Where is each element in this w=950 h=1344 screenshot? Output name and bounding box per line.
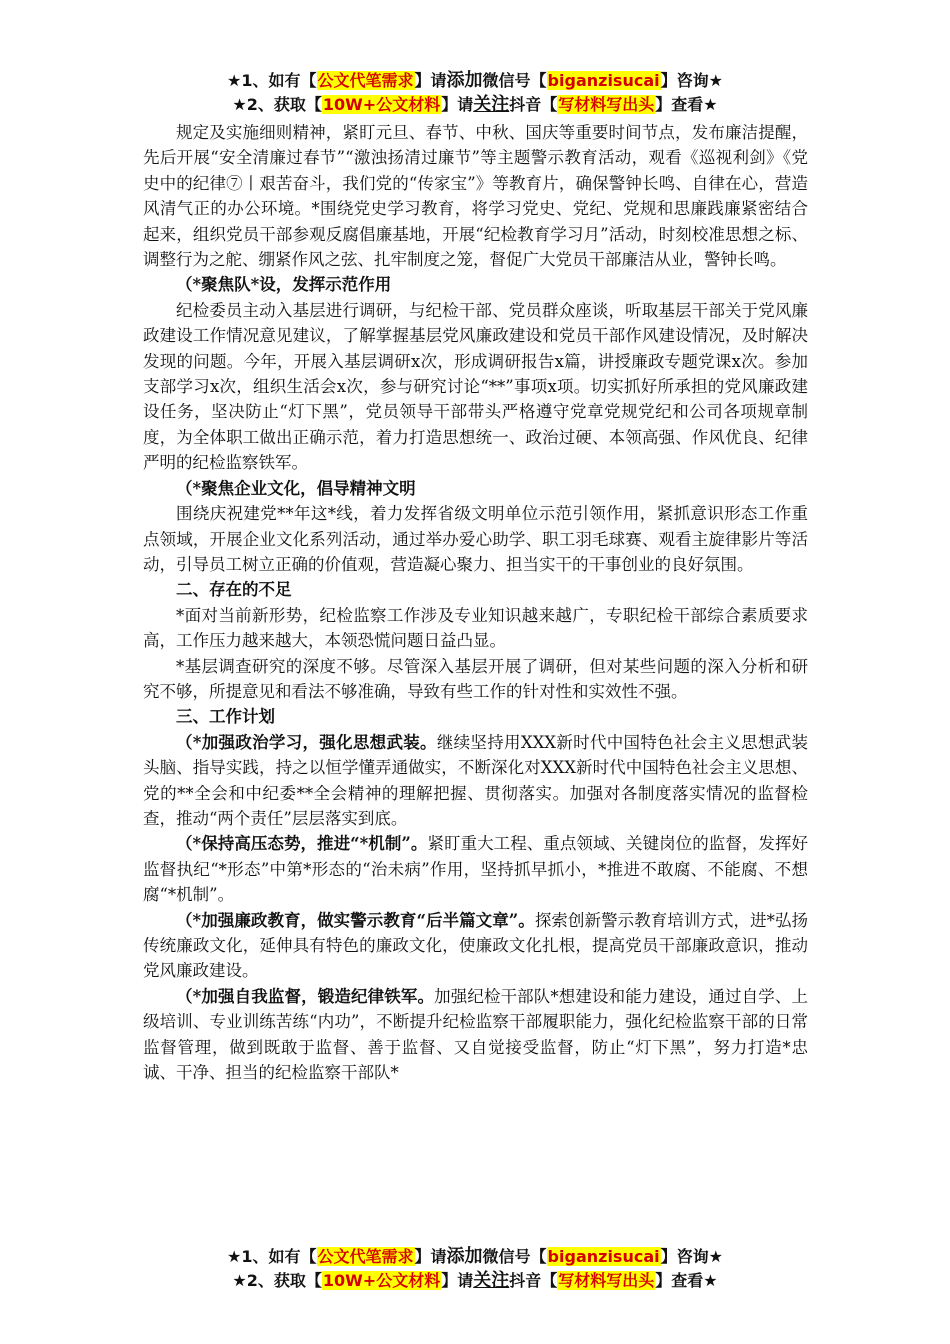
banner-text: 微信号【 [482,71,547,90]
section-heading: （*聚焦队*设，发挥示范作用 [176,275,392,295]
paragraph-text: 继续坚持用XXX新时代中国特色社会主义思想武装头脑、指导实践，持之以恒学懂弄通做实，不断深化对XXX新时代中国特色社会主义思想、党的**全会和中纪委**全会精神的理解把握、贯彻落实。加强对各制度落实情况的监督检查，推动“两个责任”层层落实到底。 [143,732,808,828]
paragraph-text: 紧盯重大工程、重点领域、关键岗位的监督，发挥好监督执纪“*形态”中第*形态的“治未病”作用，坚持抓早抓小，*推进不敢腐、不能腐、不想腐“*机制”。 [143,834,808,905]
document-body [143,120,808,1085]
banner-text: 】请 [441,1271,474,1290]
paragraph [143,730,808,832]
highlight-service: 公文代笔需求 [317,1247,414,1266]
paragraph: *面对当前新形势，纪检监察工作涉及专业知识越来越广，专职纪检干部综合素质要求高，工作压力越来越大，本领恐慌问题日益凸显。 [143,605,808,651]
banner-text: 】查看★ [655,1271,718,1290]
highlight-douyin: 写材料写出头 [558,1271,655,1290]
paragraph-lead: （*加强政治学习，强化思想武装。 [176,732,437,752]
section-heading: （*聚焦企业文化，倡导精神文明 [176,478,416,498]
bottom-banner-line-2 [0,1270,950,1292]
paragraph: 规定及实施细则精神，紧盯元旦、春节、中秋、国庆等重要时间节点，发布廉洁提醒，先后开展“安全清廉过春节”“激浊扬清过廉节”等主题警示教育活动，观看《巡视利剑》《党史中的纪律⑦丨艰苦奋斗，我们党的“传家宝”》等教育片，确保警钟长鸣、自律在心，营造风清气正的办公环境。*围绕党史学习教育，将学习党史、党纪、党规和思廉践廉紧密结合起来，组织党员干部参观反腐倡廉基地，开展“纪检教育学习月”活动，时刻校准思想之标、调整行为之舵、绷紧作风之弦、扎牢制度之笼，督促广大党员干部廉洁从业，警钟长鸣。 [143,123,808,270]
banner-emphasis: 添加 [446,1246,483,1267]
section-heading: 二、存在的不足 [176,580,292,600]
highlight-materials: 10W+公文材料 [322,1271,441,1290]
bottom-banner-line-1 [0,1246,950,1268]
banner-text: ★1、如有【 [227,1247,317,1266]
highlight-douyin: 写材料写出头 [558,95,655,114]
banner-text: 】请 [414,71,447,90]
paragraph-lead: （*保持高压态势，推进“*机制”。 [176,834,428,854]
paragraph-text: 加强纪检干部队*想建设和能力建设，通过自学、上级培训、专业训练苦练“内功”，不断提升纪检监察干部履职能力，强化纪检监察干部的日常监督管理，做到既敢于监督、善于监督、又自觉接受监督，防止“灯下黑”，努力打造*忠诚、干净、担当的纪检监察干部队* [143,986,808,1083]
banner-text: 】咨询★ [660,71,723,90]
highlight-service: 公文代笔需求 [317,71,414,90]
highlight-materials: 10W+公文材料 [322,95,441,114]
banner-emphasis: 关注 [473,1270,510,1291]
banner-emphasis: 添加 [446,70,483,91]
banner-text: 】请 [441,95,474,114]
paragraph [143,908,808,984]
banner-text: ★2、获取【 [232,95,322,114]
banner-text: 】请 [414,1247,447,1266]
paragraph-lead: （*加强廉政教育，做实警示教育“后半篇文章”。 [176,910,535,930]
banner-text: 】咨询★ [660,1247,723,1266]
section-heading: 三、工作计划 [176,707,275,727]
banner-text: 抖音【 [509,1271,558,1290]
banner-text: 抖音【 [509,95,558,114]
top-banner-line-2 [0,94,950,116]
top-banner-line-1 [0,70,950,92]
banner-emphasis: 关注 [473,94,510,115]
banner-text: ★1、如有【 [227,71,317,90]
paragraph: *基层调查研究的深度不够。尽管深入基层开展了调研，但对某些问题的深入分析和研究不够，所提意见和看法不够准确，导致有些工作的针对性和实效性不强。 [143,656,808,701]
paragraph: 围绕庆祝建党**年这*线，着力发挥省级文明单位示范引领作用，紧抓意识形态工作重点领域，开展企业文化系列活动，通过举办爱心助学、职工羽毛球赛、观看主旋律影片等活动，引导员工树立正确的价值观，营造凝心聚力、担当实干的干事创业的良好氛围。 [143,504,808,574]
banner-text: 微信号【 [482,1247,547,1266]
paragraph: 纪检委员主动入基层进行调研，与纪检干部、党员群众座谈，听取基层干部关于党风廉政建设工作情况意见建议，了解掌握基层党风廉政建设和党员干部作风建设情况，及时解决发现的问题。今年，开展入基层调研x次，形成调研报告x篇，讲授廉政专题党课x次。参加支部学习x次，组织生活会x次，参与研究讨论“**”事项x项。切实抓好所承担的党风廉政建设任务，坚决防止“灯下黑”，党员领导干部带头严格遵守党章党规党纪和公司各项规章制度，为全体职工做出正确示范，着力打造思想统一、政治过硬、本领高强、作风优良、纪律严明的纪检监察铁军。 [143,300,808,473]
highlight-wechat-id: biganzisucai [547,1247,660,1266]
banner-text: 】查看★ [655,95,718,114]
paragraph [143,831,808,907]
paragraph-lead: （*加强自我监督，锻造纪律铁军。 [176,986,435,1006]
banner-text: ★2、获取【 [232,1271,322,1290]
paragraph-text: 探索创新警示教育培训方式，进*弘扬传统廉政文化，延伸具有特色的廉政文化，使廉政文化扎根，提高党员干部廉政意识，推动党风廉政建设。 [143,910,808,981]
paragraph [143,984,808,1086]
highlight-wechat-id: biganzisucai [547,71,660,90]
